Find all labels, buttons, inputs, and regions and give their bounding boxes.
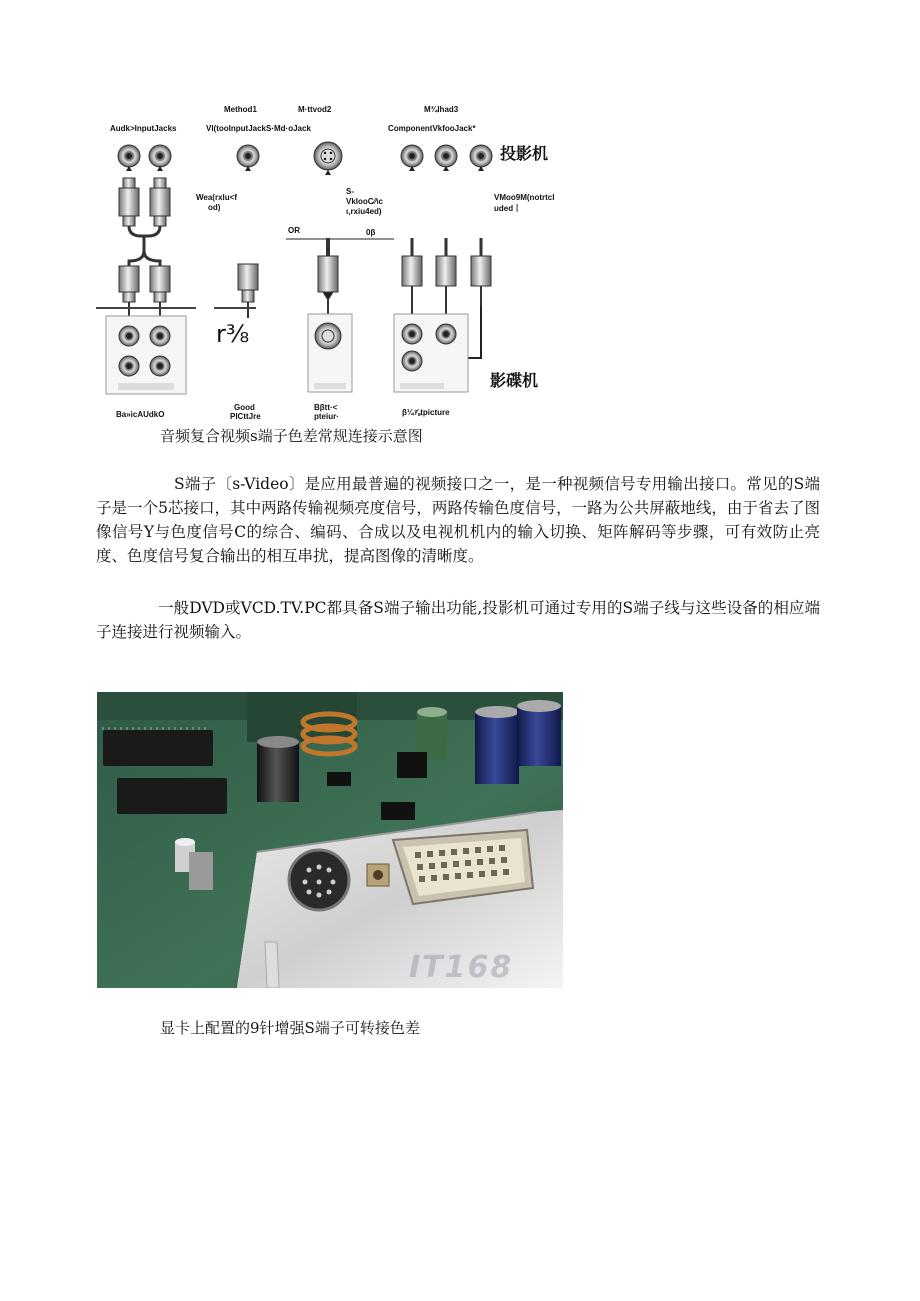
top-component-jacks [401,145,492,167]
connection-diagram [96,96,566,426]
label-or: OR [288,226,300,235]
label-better-1: Bβtt·< [314,403,338,412]
label-method2: M·ttvod2 [298,105,332,114]
audio-cable [119,178,170,316]
top-svideo-jack [314,142,342,170]
label-svideo-mid-2: VkIooC⁄∕\c [346,197,383,206]
label-method3: M¾lhad3 [424,105,459,114]
label-method1: Method1 [224,105,257,114]
label-weak-1: Wea(rxlu<f [196,193,237,202]
label-projector: 投影机 [500,144,549,163]
paragraph-svideo-usage [96,596,820,644]
label-good-1: Good [234,403,255,412]
label-svideo-jack: Vl(tooInputJackS·Md·oJack [206,124,311,133]
label-svideo-mid-1: S- [346,187,354,196]
top-video-jack [237,145,259,167]
label-beta: 0β [366,228,376,237]
label-svideo-mid-3: ι,rxiu4ed) [346,207,382,216]
photo-watermark: IT168 [409,950,514,985]
photo-caption: 显卡上配置的9针增强S端子可转接色差 [160,1019,420,1037]
paragraph-svideo-intro-text: S端子〔s-Video〕是应用最普遍的视频接口之一，是一种视频信号专用输出接口。常见的S端子是一个5芯接口，其中两路传输视频亮度信号，两路传输色度信号，一路为公共屏蔽地线，由于省去了图像信号Y与色度信号C的综合、编码、合成以及电视机机内的输入切换、矩阵解码等步骤，可有效防止亮度、色度信号复合输出的相互串扰，提高图像的清晰度。 [96,475,820,565]
label-basic-audio: Ba»icAUdkO [116,410,165,419]
label-player: 影碟机 [490,371,539,390]
label-vmoo-1: VMoo9M(notrtcl [494,193,555,202]
label-vmoo-2: uded丨 [494,204,522,213]
paragraph-svideo-intro [96,472,820,568]
label-best: β¼⅞tpicture [402,408,450,417]
label-good-2: PlCttJre [230,412,261,421]
paragraph-svideo-usage-text: 一般DVD或VCD.TV.PC都具备S端子输出功能,投影机可通过专用的S端子线与这些设备的相应端子连接进行视频输入。 [96,599,820,641]
top-audio-jacks [118,145,171,167]
graphics-card-photo [97,692,563,988]
player-panels [96,308,468,394]
label-frac: r⅜ [216,320,250,348]
label-component-jack: ComponentVkfooJack* [388,124,476,133]
label-audio-jacks: Audk>InputJacks [110,124,177,133]
label-weak-2: od) [208,203,221,212]
svideo-cable [318,238,338,318]
label-better-2: pteiur· [314,412,339,421]
composite-cable [238,264,258,318]
diagram-caption: 音频复合视频s端子色差常规连接示意图 [160,427,423,445]
graphics-card-illustration [97,692,563,988]
